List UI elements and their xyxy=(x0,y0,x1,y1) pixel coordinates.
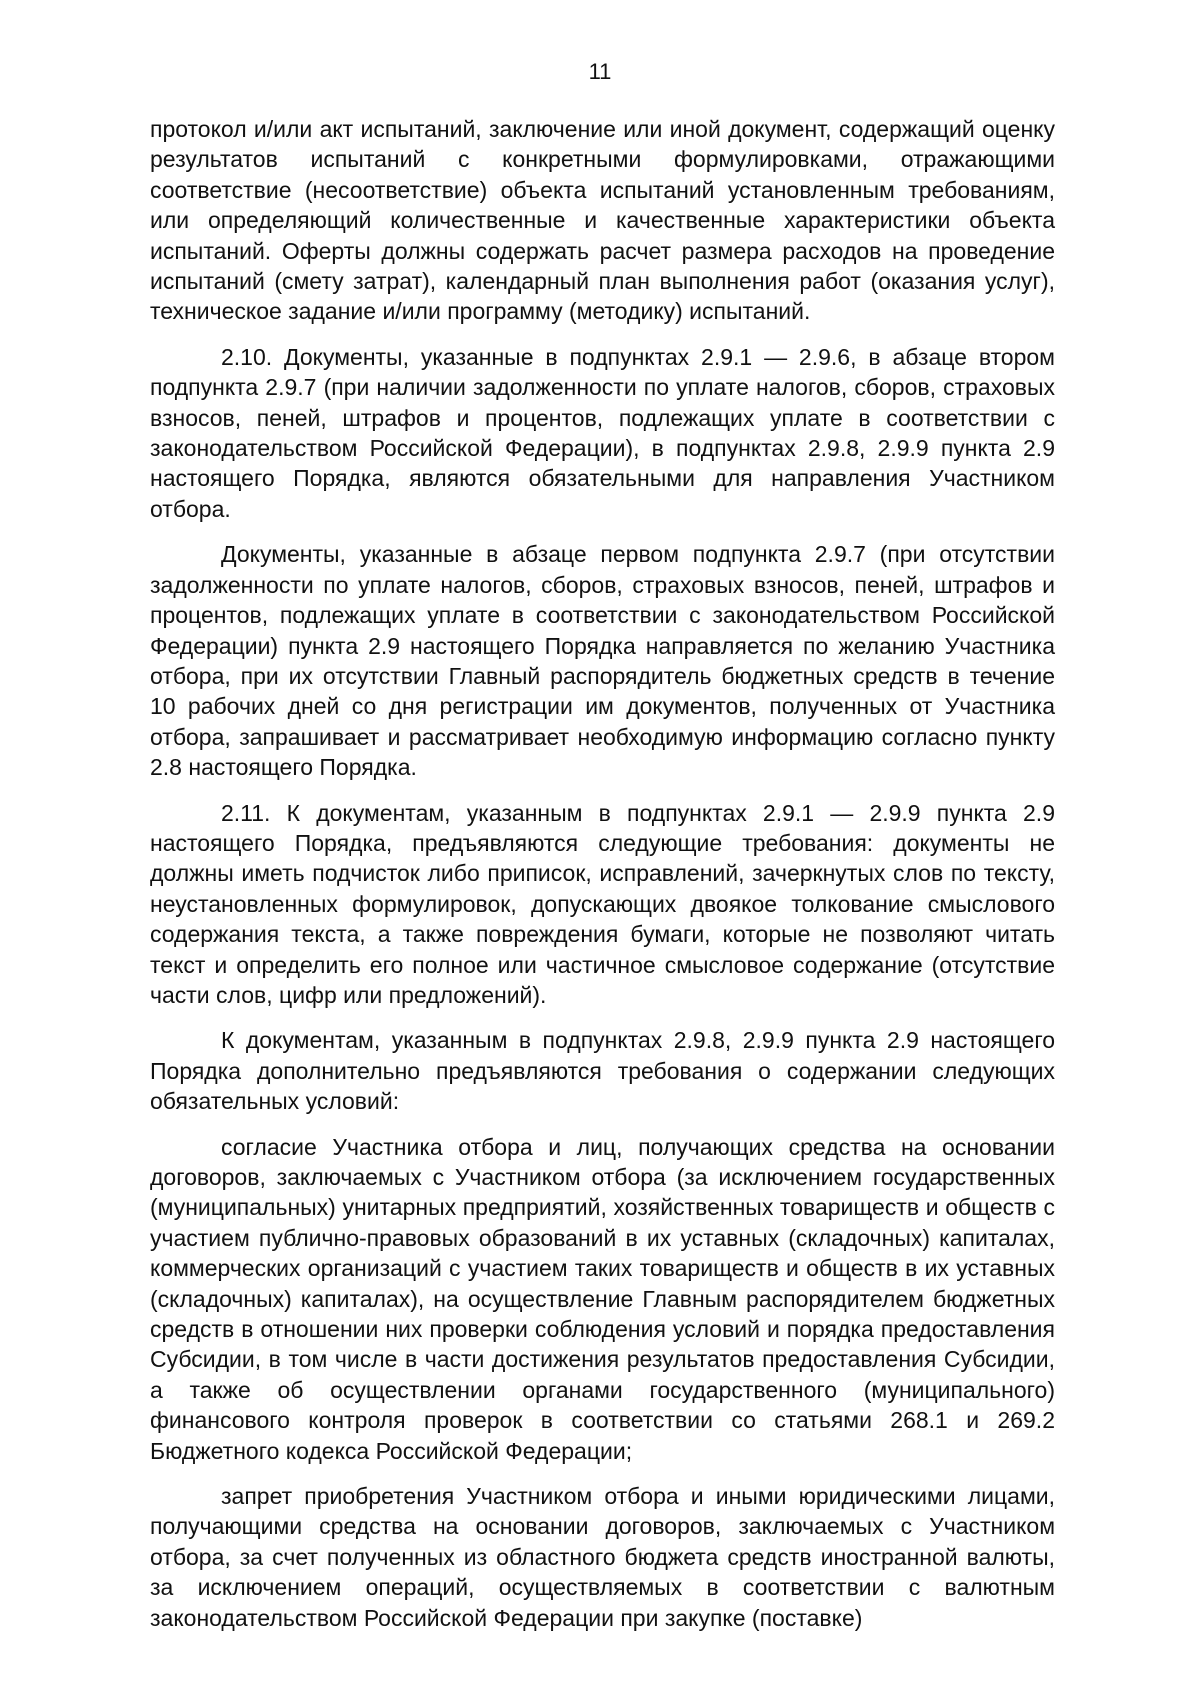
paragraph-2-10: 2.10. Документы, указанные в подпунктах 2.9.1 — 2.9.6, в абзаце втором подпункта 2.9.7 (при наличии задолженности по уплате налогов, сборов, страховых взносов, пеней, штрафов и процентов, подлежащих уплате в соответствии с законодательством Российской Федерации), в подпунктах 2.9.8, 2.9.9 пункта 2.9 настоящего Порядка, являются обязательными для направления Участником отбора. xyxy=(150,343,1055,522)
paragraph-currency-prohibition: запрет приобретения Участником отбора и иными юридическими лицами, получающими средства на основании договоров, заключаемых с Участником отбора, за счет полученных из областного бюджета средств иностранной валюты, за исключением операций, осуществляемых в соответствии с валютным законодательством Российской Федерации при закупке (поставке) xyxy=(150,1483,1055,1631)
paragraph-2-10-optional-docs: Документы, указанные в абзаце первом подпункта 2.9.7 (при отсутствии задолженности по уплате налогов, сборов, страховых взносов, пеней, штрафов и процентов, подлежащих уплате в соответствии с законодательством Российской Федерации) пункта 2.9 настоящего Порядка направляется по желанию Участника отбора, при их отсутствии Главный распорядитель бюджетных средств в течение 10 рабочих дней со дня регистрации им документов, полученных от Участника отбора, запрашивает и рассматривает необходимую информацию согласно пункту 2.8 настоящего Порядка. xyxy=(150,541,1055,781)
paragraph-2-11-additional-requirements: К документам, указанным в подпунктах 2.9.8, 2.9.9 пункта 2.9 настоящего Порядка дополнительно предъявляются требования о содержании следующих обязательных условий: xyxy=(150,1027,1055,1115)
paragraph-consent-condition: согласие Участника отбора и лиц, получающих средства на основании договоров, заключаемых с Участником отбора (за исключением государственных (муниципальных) унитарных предприятий, хозяйственных товариществ и обществ с участием публично-правовых образований в их уставных (складочных) капиталах, коммерческих организаций с участием таких товариществ и обществ в их уставных (складочных) капиталах), на осуществление Главным распорядителем бюджетных средств в отношении них проверки соблюдения условий и порядка предоставления Субсидии, в том числе в части достижения результатов предоставления Субсидии, а также об осуществлении органами государственного (муниципального) финансового контроля проверок в соответствии со статьями 268.1 и 269.2 Бюджетного кодекса Российской Федерации; xyxy=(150,1133,1055,1464)
paragraph-continuation: протокол и/или акт испытаний, заключение или иной документ, содержащий оценку результатов испытаний с конкретными формулировками, отражающими соответствие (несоответствие) объекта испытаний установленным требованиям, или определяющий количественные и качественные характеристики объекта испытаний. Оферты должны содержать расчет размера расходов на проведение испытаний (смету затрат), календарный план выполнения работ (оказания услуг), техническое задание и/или программу (методику) испытаний. xyxy=(150,116,1055,325)
paragraph-2-11: 2.11. К документам, указанным в подпунктах 2.9.1 — 2.9.9 пункта 2.9 настоящего Порядка, предъявляются следующие требования: документы не должны иметь подчисток либо приписок, исправлений, зачеркнутых слов по тексту, неустановленных формулировок, допускающих двоякое толкование смыслового содержания текста, а также повреждения бумаги, которые не позволяют читать текст и определить его полное или частичное смысловое содержание (отсутствие части слов, цифр или предложений). xyxy=(150,799,1055,1008)
document-body xyxy=(150,114,1055,1648)
page-number: 11 xyxy=(588,59,612,84)
